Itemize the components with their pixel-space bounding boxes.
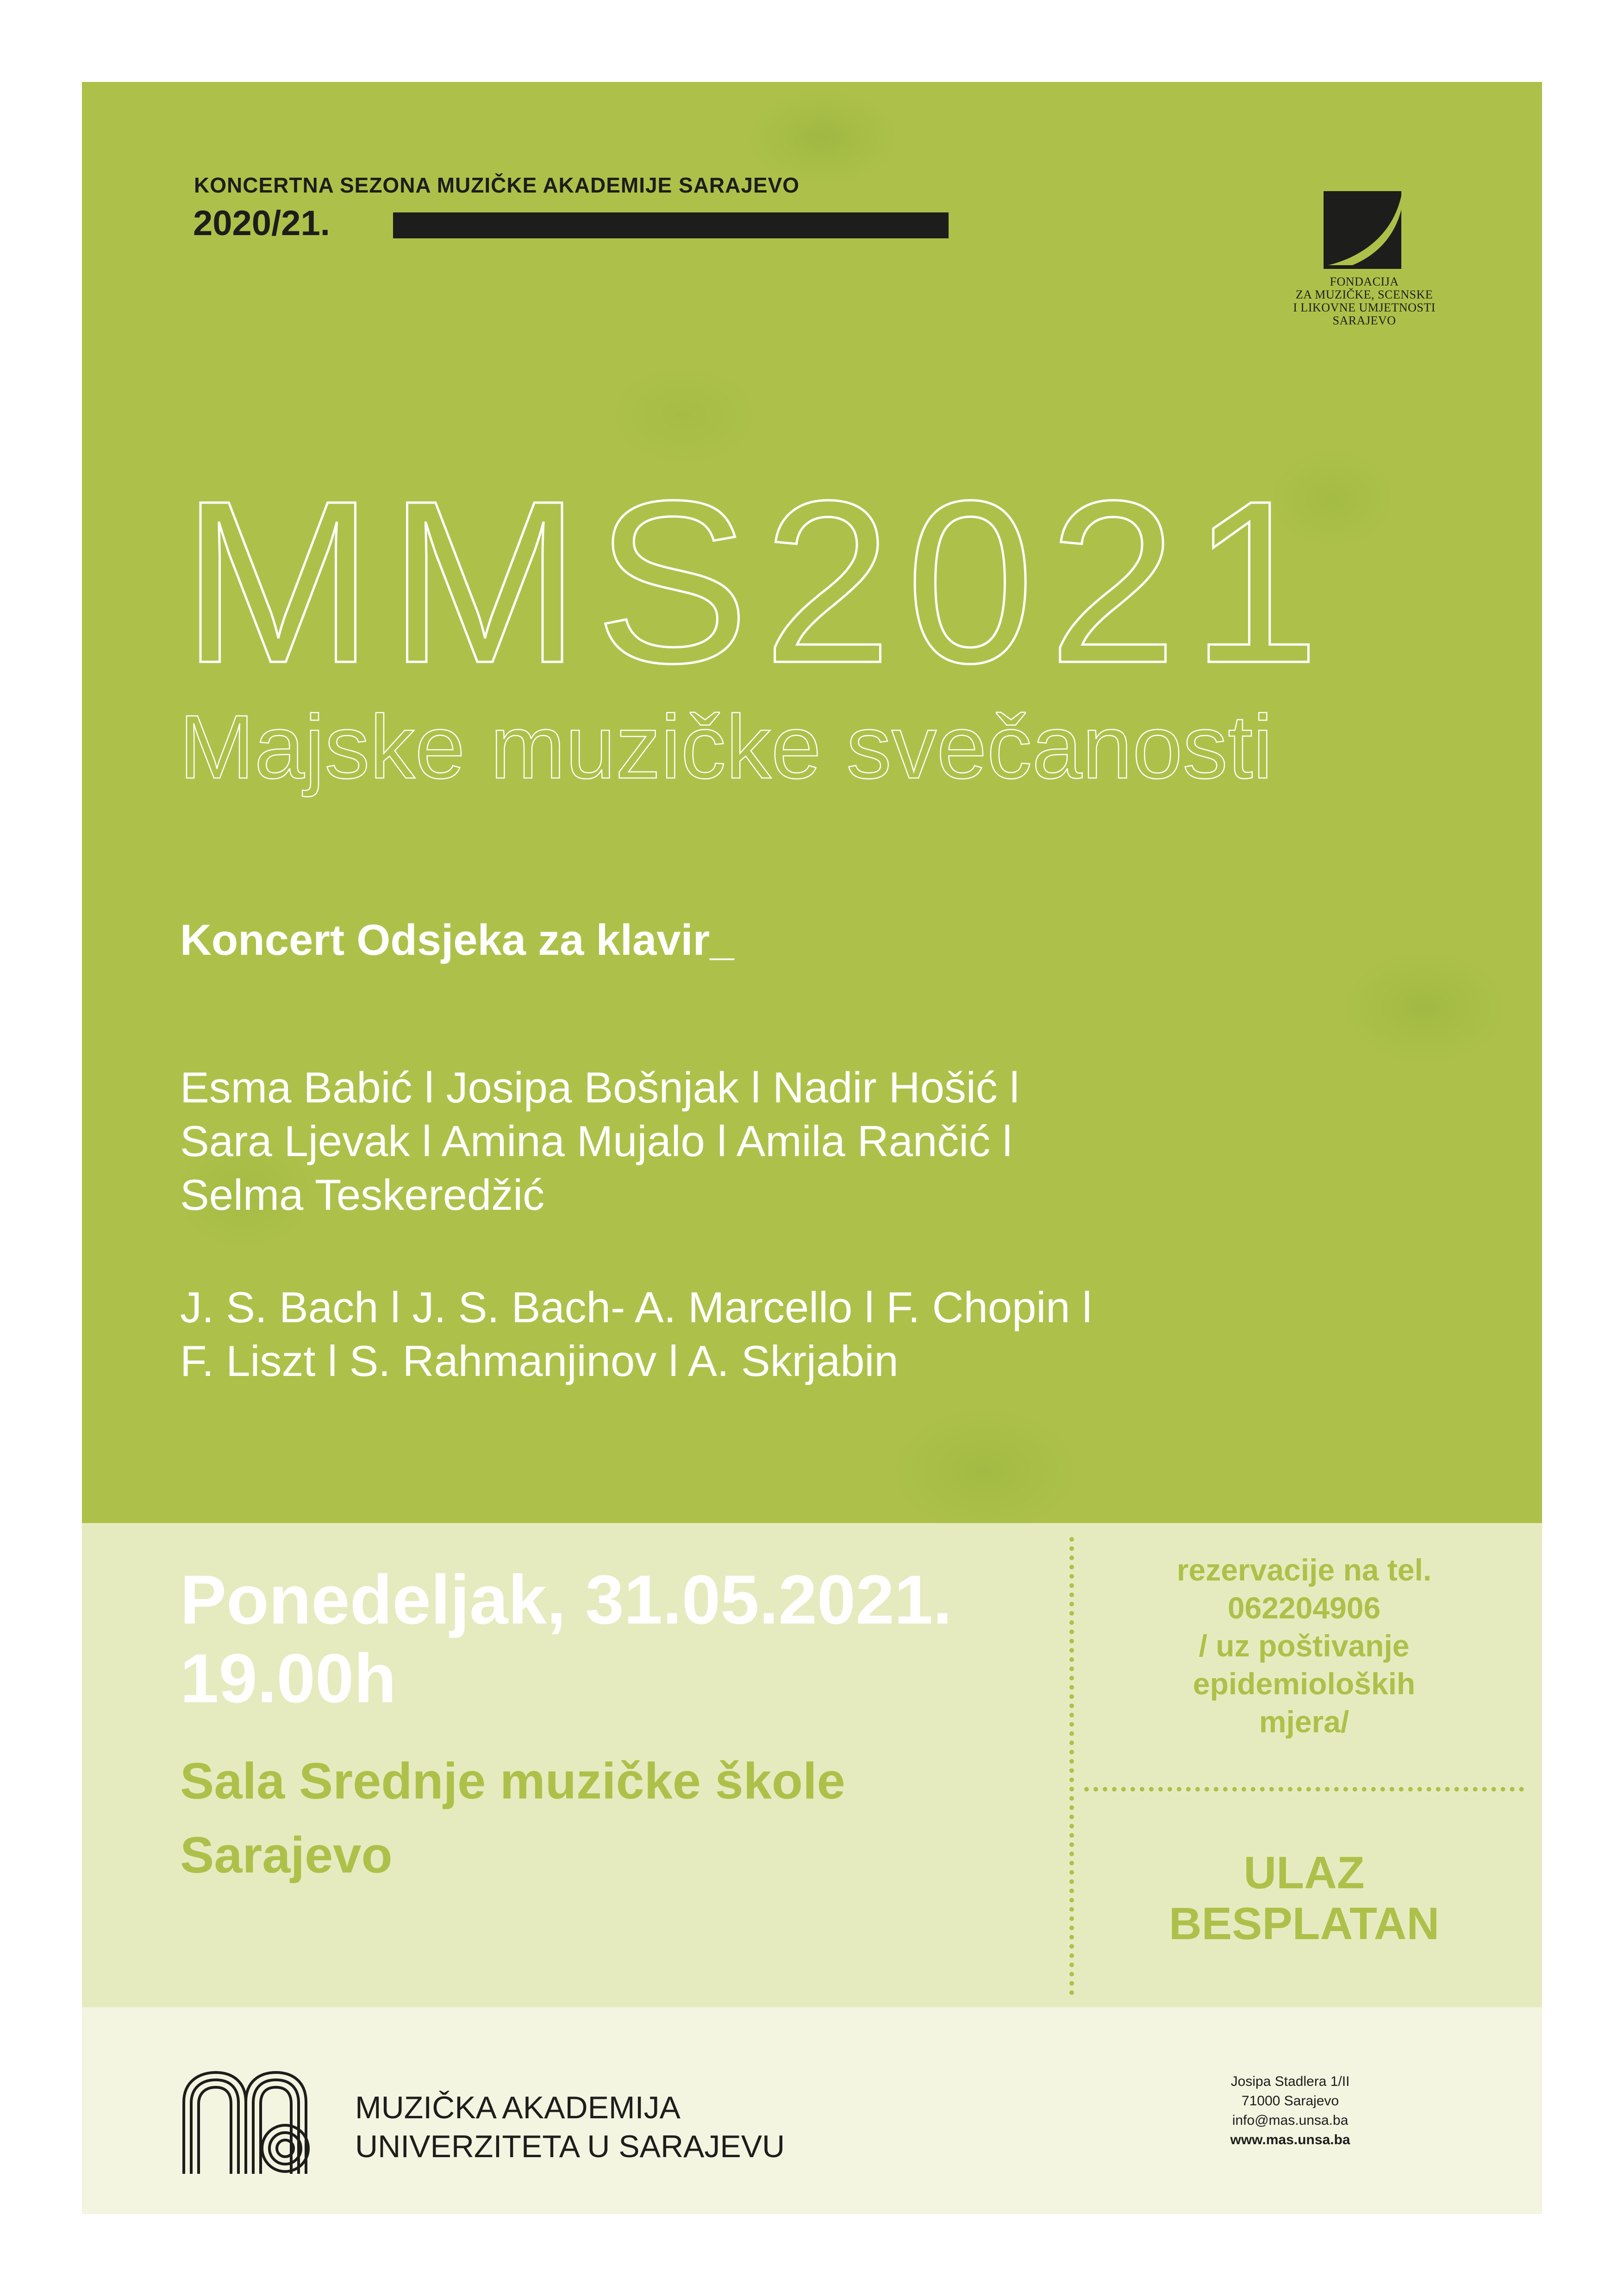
composers-list [180, 1281, 1092, 1388]
foundation-line: ZA MUZIČKE, SCENSKE [1295, 288, 1433, 301]
contact-email[interactable]: info@mas.unsa.ba [1232, 2113, 1349, 2128]
season-bar-divider [393, 212, 949, 238]
academy-logo-icon [181, 2070, 315, 2176]
concert-title: Koncert Odsjeka za klavir_ [180, 915, 734, 964]
event-venue [180, 1744, 845, 1892]
composers-line: F. Liszt l S. Rahmanjinov l A. Skrjabin [180, 1337, 899, 1385]
reservation-info [1082, 1551, 1526, 1741]
performers-line: Sara Ljevak l Amina Mujalo l Amila Rančić l [180, 1117, 1012, 1165]
reservation-phone: 062204906 [1227, 1591, 1381, 1625]
reservation-line: epidemioloških [1193, 1667, 1416, 1701]
composers-line: J. S. Bach l J. S. Bach- A. Marcello l F. Chopin l [180, 1283, 1092, 1332]
academy-name [355, 2088, 785, 2166]
reservation-line: mjera/ [1259, 1705, 1349, 1739]
foundation-logo-icon [1324, 191, 1401, 269]
entry-line: ULAZ [1243, 1847, 1365, 1898]
entry-line: BESPLATAN [1168, 1898, 1440, 1949]
poster-top-section [82, 82, 1542, 1523]
reservation-line: / uz poštivanje [1199, 1629, 1410, 1663]
foundation-line: SARAJEVO [1332, 314, 1396, 327]
reservation-line: rezervacije na tel. [1176, 1553, 1432, 1587]
event-info-section [82, 1523, 1542, 2007]
venue-line: Sala Srednje muzičke škole [180, 1753, 845, 1810]
event-date: Ponedeljak, 31.05.2021. [180, 1561, 952, 1638]
festival-subtitle: Majske muzičke svečanosti [179, 697, 1273, 797]
academy-name-line: UNIVERZITETA U SARAJEVU [355, 2129, 785, 2164]
contact-website[interactable]: www.mas.unsa.ba [1230, 2132, 1350, 2147]
foundation-line: I LIKOVNE UMJETNOSTI [1293, 301, 1436, 314]
foundation-name [1249, 275, 1480, 327]
dotted-divider-vertical [1069, 1537, 1074, 1995]
season-year: 2020/21. [193, 204, 330, 243]
event-time: 19.00h [180, 1639, 396, 1717]
foundation-line: FONDACIJA [1330, 275, 1399, 288]
academy-name-line: MUZIČKA AKADEMIJA [355, 2090, 681, 2125]
performers-line: Selma Teskeredžić [180, 1170, 545, 1219]
free-entry-notice [1082, 1847, 1526, 1949]
poster [82, 82, 1542, 2214]
festival-title: MMS2021 [181, 452, 1334, 711]
performers-list [180, 1061, 1019, 1222]
footer-section [82, 2007, 1542, 2214]
venue-line: Sarajevo [180, 1827, 393, 1884]
season-heading: KONCERTNA SEZONA MUZIČKE AKADEMIJE SARAJEVO [194, 173, 800, 197]
performers-line: Esma Babić l Josipa Bošnjak l Nadir Hošić l [180, 1063, 1019, 1112]
dotted-divider-horizontal [1084, 1787, 1524, 1792]
contact-block [1193, 2072, 1387, 2150]
contact-address: Josipa Stadlera 1/II [1230, 2074, 1350, 2089]
contact-city: 71000 Sarajevo [1241, 2093, 1339, 2109]
